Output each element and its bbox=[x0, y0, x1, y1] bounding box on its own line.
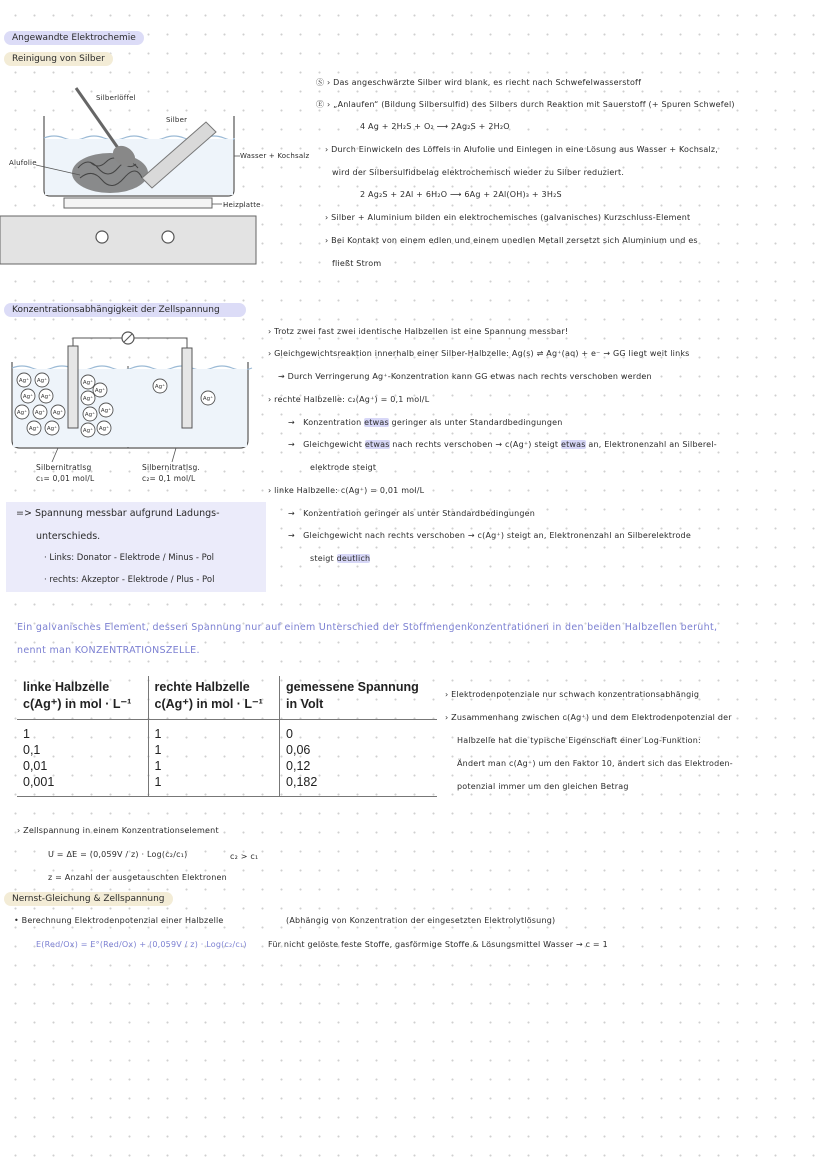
s2-line5: → Konzentration etwas geringer als unter Standardbedingungen bbox=[288, 418, 563, 427]
label-conc-left: c₁= 0,01 mol/L bbox=[36, 474, 95, 483]
s3-line3: Halbzelle hat die typische Eigenschaft einer Log-Funktion: bbox=[457, 736, 701, 745]
heading-angewandte-elektrochemie: Angewandte Elektrochemie bbox=[4, 31, 144, 45]
definition-line2: nennt man KONZENTRATIONSZELLE. bbox=[17, 645, 200, 656]
table-row bbox=[17, 774, 437, 797]
svg-text:Ag⁺: Ag⁺ bbox=[154, 384, 166, 390]
table-cell: 0,001 bbox=[23, 775, 55, 789]
svg-text:Ag⁺: Ag⁺ bbox=[16, 410, 28, 416]
svg-text:Ag⁺: Ag⁺ bbox=[46, 426, 58, 432]
svg-text:Ag⁺: Ag⁺ bbox=[98, 426, 110, 432]
s4-condition: c₂ > c₁ bbox=[230, 852, 259, 861]
table-cell: 1 bbox=[148, 720, 280, 743]
hotplate-base bbox=[0, 216, 256, 264]
box-line2: unterschieds. bbox=[36, 531, 101, 542]
svg-text:Ag⁺: Ag⁺ bbox=[40, 394, 52, 400]
label-silberloeffel: Silberlöffel bbox=[96, 94, 136, 102]
s4-formula: U = ΔE = (0,059V / z) · Log(c₂/c₁) bbox=[48, 850, 188, 859]
table-header: rechte Halbzelle c(Ag⁺) in mol · L⁻¹ bbox=[148, 676, 280, 720]
table-cell: 0,01 bbox=[23, 759, 48, 773]
s4-nernst: E(Red/Ox) = E°(Red/Ox) + (0,059V / z) · Log(c₂/c₁) bbox=[36, 940, 247, 949]
electrode-right bbox=[182, 348, 192, 428]
knob-right bbox=[162, 231, 174, 243]
svg-text:Ag⁺: Ag⁺ bbox=[18, 378, 30, 384]
svg-text:Ag⁺: Ag⁺ bbox=[94, 388, 106, 394]
box-line1: => Spannung messbar aufgrund Ladungs- bbox=[16, 508, 220, 519]
equation-1: 4 Ag + 2H₂S + O₂ ⟶ 2Ag₂S + 2H₂O bbox=[360, 122, 510, 131]
s2-line8: › linke Halbzelle: c(Ag⁺) = 0,01 mol/L bbox=[268, 486, 425, 495]
concentration-table bbox=[17, 676, 437, 797]
s2-line1: › Trotz zwei fast zwei identische Halbzellen ist eine Spannung messbar! bbox=[268, 327, 569, 336]
s4-line2b: (Abhängig von Konzentration der eingesetzten Elektrolytlösung) bbox=[286, 916, 556, 925]
hotplate-top bbox=[64, 198, 212, 208]
svg-text:Ag⁺: Ag⁺ bbox=[52, 410, 64, 416]
table-cell: 1 bbox=[148, 758, 280, 774]
foil-ball bbox=[72, 153, 148, 193]
s2-line9: → Konzentration geringer als unter Standardbedingungen bbox=[288, 509, 536, 518]
label-wasser-kochsalz: Wasser + Kochsalz bbox=[240, 152, 310, 160]
label-lsg-left: Silbernitratlsg bbox=[36, 463, 92, 472]
table-row bbox=[17, 758, 437, 774]
concentration-cell-diagram bbox=[0, 322, 260, 462]
bullet-kurzschluss: › Silber + Aluminium bilden ein elektrochemisches (galvanisches) Kurzschluss-Element bbox=[325, 213, 691, 222]
table-row bbox=[17, 742, 437, 758]
bullet-alufolie-a: › Durch Einwickeln des Löffels in Alufolie und Einlegen in eine Lösung aus Wasser + Kochsalz, bbox=[325, 145, 719, 154]
s2-line11: steigt deutlich bbox=[310, 554, 371, 563]
svg-text:Ag⁺: Ag⁺ bbox=[100, 408, 112, 414]
equation-2: 2 Ag₂S + 2Al + 6H₂O ⟶ 6Ag + 2Al(OH)₃ + 3H₂S bbox=[360, 190, 562, 199]
box-line3: · Links: Donator - Elektrode / Minus - Pol bbox=[44, 553, 215, 563]
table-cell: 1 bbox=[23, 727, 30, 741]
s3-bullet2: › Zusammenhang zwischen c(Ag⁺) und dem Elektrodenpotenzial der bbox=[445, 713, 732, 722]
svg-text:Ag⁺: Ag⁺ bbox=[28, 426, 40, 432]
s4-line1: › Zellspannung in einem Konzentrationselement bbox=[17, 826, 219, 835]
definition-line1: Ein galvanisches Element, dessen Spannung nur auf einem Unterschied der Stoffmengenkonzentrationen in den beiden Halbzellen beruht, bbox=[17, 622, 718, 633]
table-cell: 1 bbox=[148, 742, 280, 758]
label-heizplatte: Heizplatte bbox=[223, 201, 261, 209]
label-silber: Silber bbox=[166, 116, 188, 124]
table-cell: 0,12 bbox=[280, 758, 437, 774]
table-header: gemessene Spannung in Volt bbox=[280, 676, 437, 720]
box-line4: · rechts: Akzeptor - Elektrode / Plus - Pol bbox=[44, 575, 215, 585]
s3-line4: Ändert man c(Ag⁺) um den Faktor 10, ändert sich das Elektroden- bbox=[457, 759, 733, 768]
svg-text:Ag⁺: Ag⁺ bbox=[202, 396, 214, 402]
bullet-kontakt-b: fließt Strom bbox=[332, 259, 382, 268]
electrode-left bbox=[68, 346, 78, 428]
bullet-anlaufen: Ⓔ › „Anlaufen“ (Bildung Silbersulfid) des Silbers durch Reaktion mit Sauerstoff (+ Spuren Schwefel) bbox=[316, 100, 735, 109]
svg-text:Ag⁺: Ag⁺ bbox=[34, 410, 46, 416]
s3-bullet1: › Elektrodenpotenziale nur schwach konzentrationsabhängig bbox=[445, 690, 700, 699]
svg-text:Ag⁺: Ag⁺ bbox=[82, 380, 94, 386]
knob-left bbox=[96, 231, 108, 243]
heading-nernst-gleichung: Nernst-Gleichung & Zellspannung bbox=[4, 892, 173, 906]
svg-text:Ag⁺: Ag⁺ bbox=[82, 396, 94, 402]
s2-line2: › Gleichgewichtsreaktion innerhalb einer Silber-Halbzelle: Ag(s) ⇌ Ag⁺(aq) + e⁻ → GG liegt weit links bbox=[268, 349, 690, 358]
table-cell: 0 bbox=[280, 720, 437, 743]
table-cell: 0,182 bbox=[280, 774, 437, 797]
svg-text:Ag⁺: Ag⁺ bbox=[36, 378, 48, 384]
heading-reinigung-von-silber: Reinigung von Silber bbox=[4, 52, 113, 66]
table-cell: 0,1 bbox=[23, 743, 41, 757]
bullet-blank: Ⓢ › Das angeschwärzte Silber wird blank, es riecht nach Schwefelwasserstoff bbox=[316, 78, 642, 87]
table-cell: 0,06 bbox=[280, 742, 437, 758]
s2-line7: elektrode steigt bbox=[310, 463, 377, 472]
label-conc-right: c₂= 0,1 mol/L bbox=[142, 474, 196, 483]
label-lsg-right: Silbernitratlsg. bbox=[142, 463, 200, 472]
s2-line10: → Gleichgewicht nach rechts verschoben → c(Ag⁺) steigt an, Elektronenzahl an Silberelektrode bbox=[288, 531, 691, 540]
table-header: linke Halbzelle c(Ag⁺) in mol · L⁻¹ bbox=[23, 680, 132, 711]
s2-line3: → Durch Verringerung Ag⁺-Konzentration kann GG etwas nach rechts verschoben werden bbox=[278, 372, 652, 381]
s4-z: z = Anzahl der ausgetauschten Elektronen bbox=[48, 873, 227, 882]
svg-text:Ag⁺: Ag⁺ bbox=[22, 394, 34, 400]
table-cell: 1 bbox=[148, 774, 280, 797]
heading-konzentrationsabhaengigkeit: Konzentrationsabhängigkeit der Zellspannung bbox=[4, 303, 246, 317]
silver-cleaning-diagram bbox=[0, 78, 260, 278]
s3-line5: potenzial immer um den gleichen Betrag bbox=[457, 782, 629, 791]
table-row bbox=[17, 720, 437, 743]
label-alufolie: Alufolie bbox=[9, 159, 37, 167]
s4-line2: • Berechnung Elektrodenpotenzial einer Halbzelle bbox=[14, 916, 224, 925]
s2-line6: → Gleichgewicht etwas nach rechts verschoben → c(Ag⁺) steigt etwas an, Elektronenzahl an Silberel- bbox=[288, 440, 717, 449]
bullet-alufolie-b: wird der Silbersulfidbelag elektrochemisch wieder zu Silber reduziert. bbox=[332, 168, 625, 177]
s4-nernst-note: Für nicht gelöste feste Stoffe, gasförmige Stoffe & Lösungsmittel Wasser → c = 1 bbox=[268, 940, 608, 949]
s2-line4: › rechte Halbzelle: c₂(Ag⁺) = 0,1 mol/L bbox=[268, 395, 430, 404]
summary-box bbox=[6, 502, 266, 592]
svg-text:Ag⁺: Ag⁺ bbox=[84, 412, 96, 418]
svg-text:Ag⁺: Ag⁺ bbox=[82, 428, 94, 434]
bullet-kontakt-a: › Bei Kontakt von einem edlen und einem unedlen Metall zersetzt sich Aluminium und es bbox=[325, 236, 698, 245]
table-header-row bbox=[17, 676, 437, 720]
